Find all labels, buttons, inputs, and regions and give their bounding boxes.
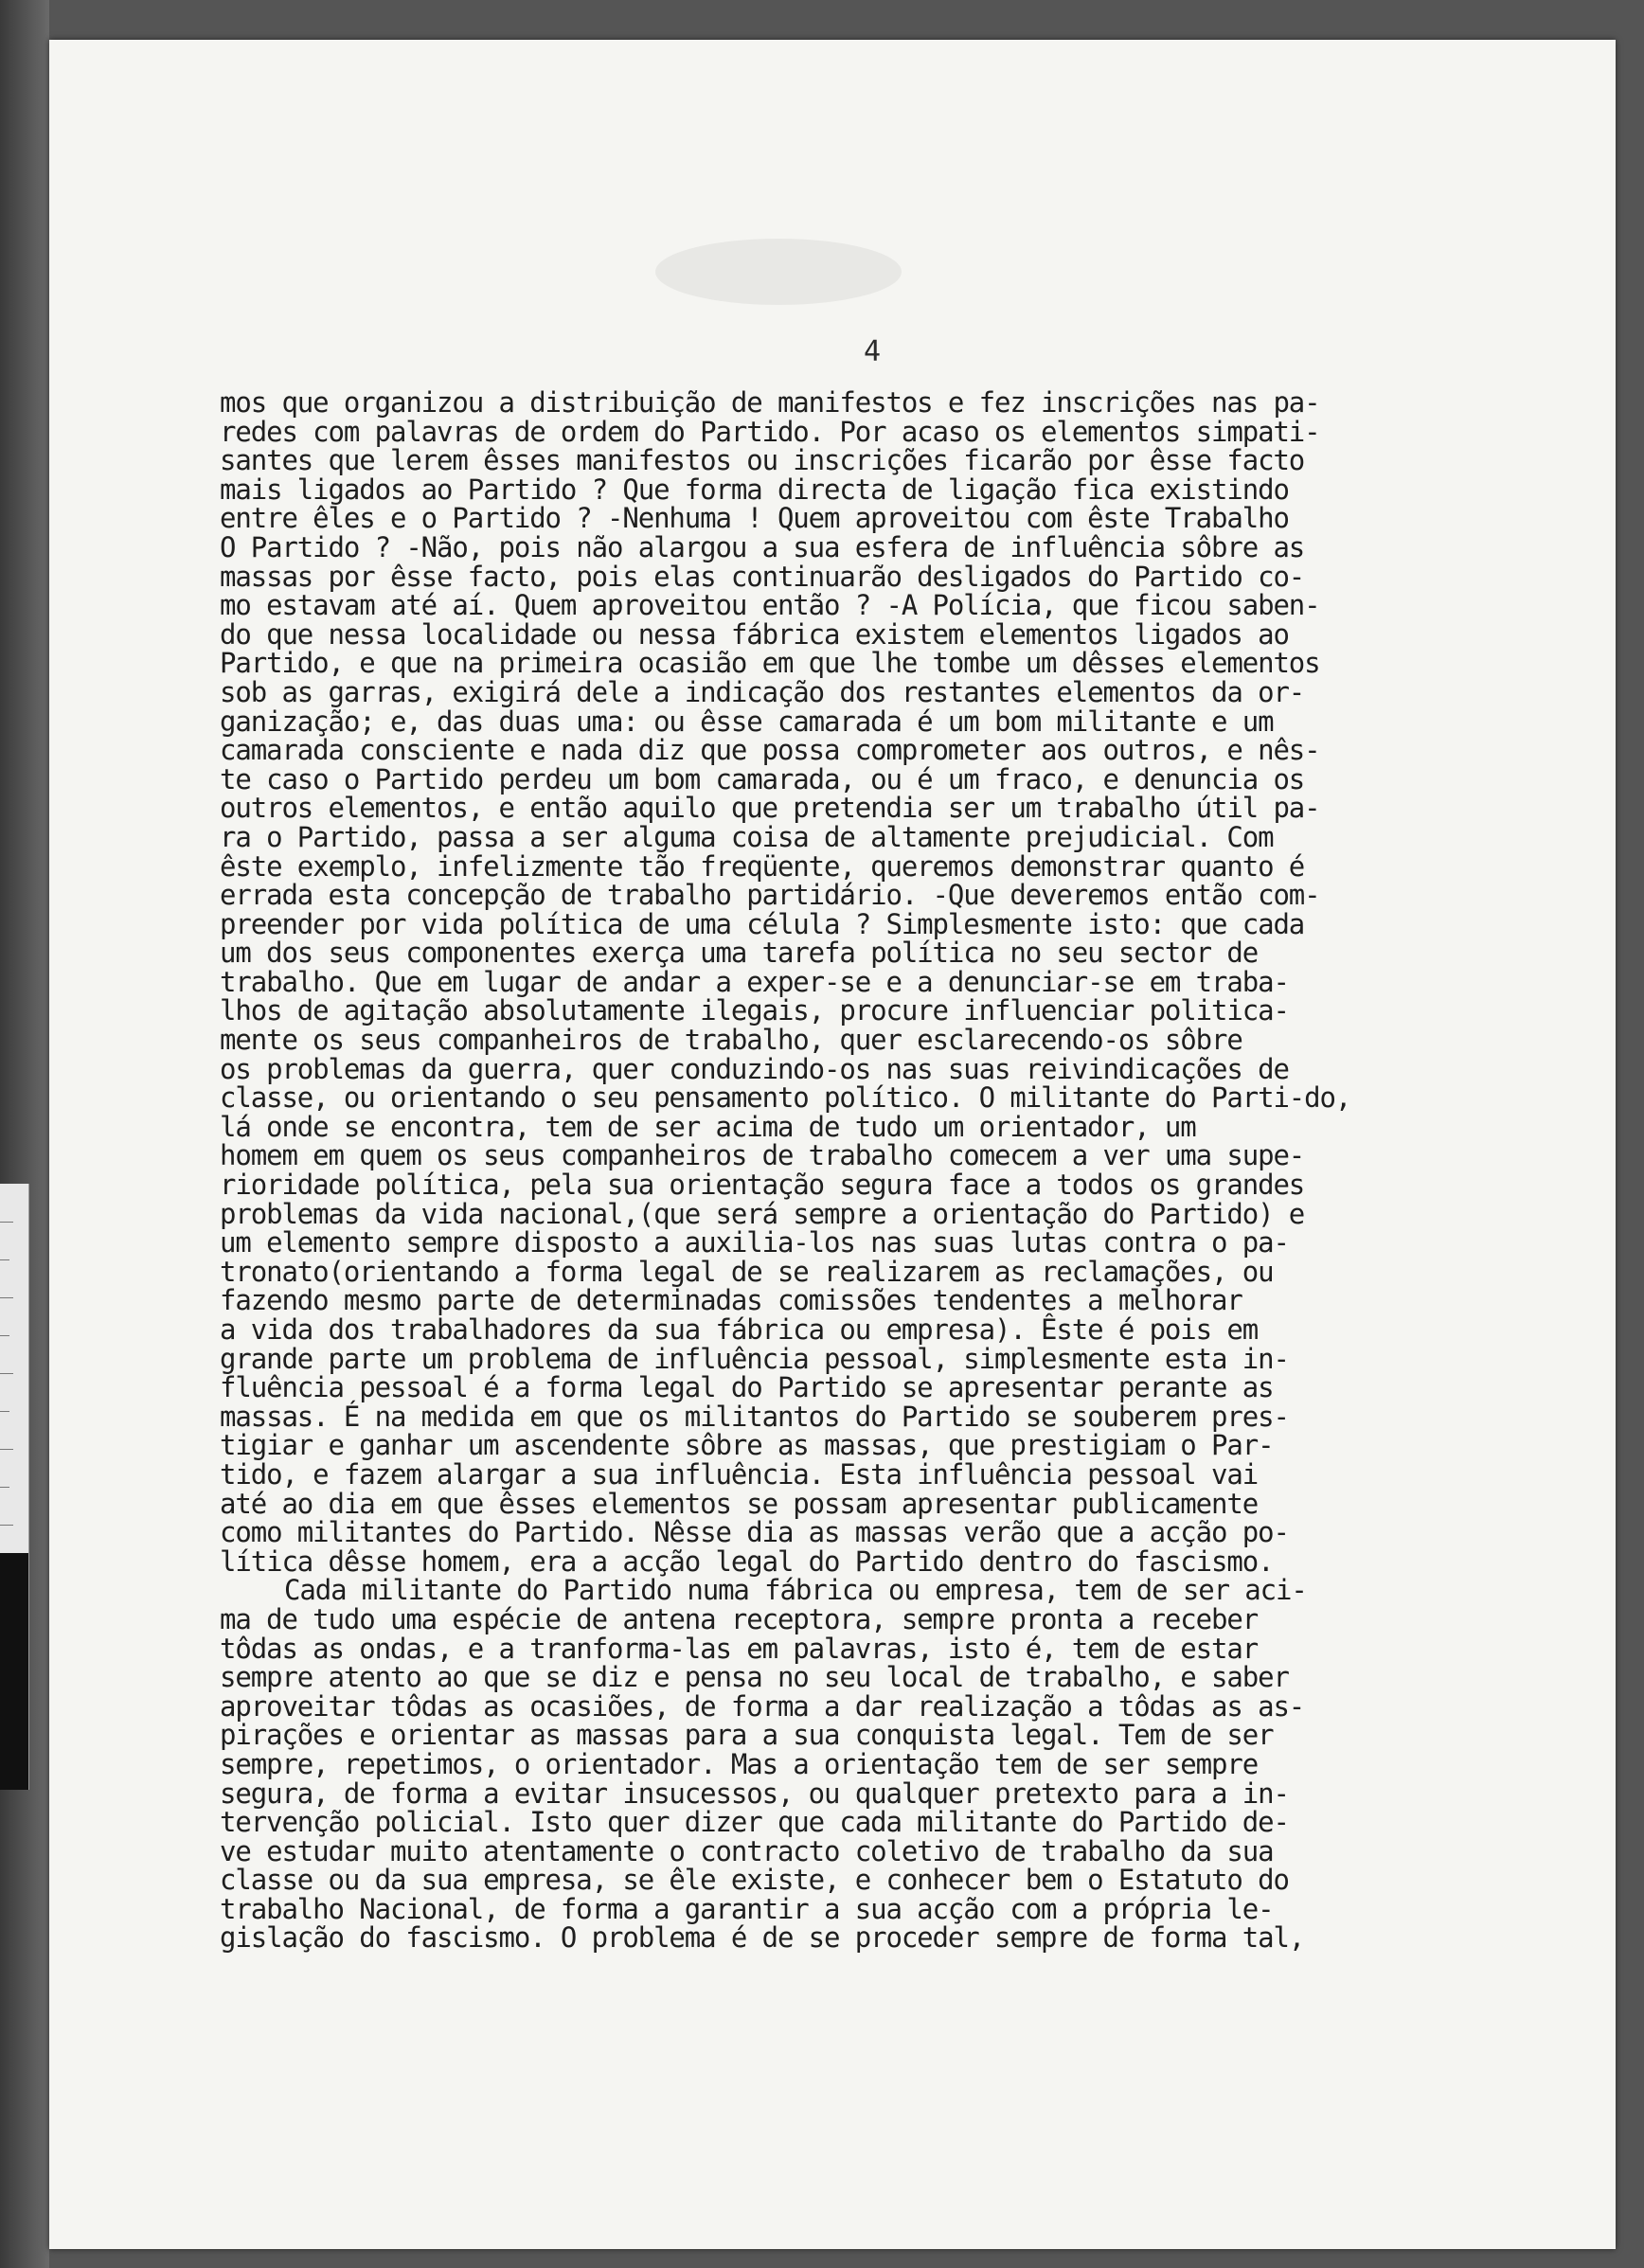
text-line: problemas da vida nacional,(que será sempre a orientação do Partido) e xyxy=(220,1197,1305,1230)
text-line: massas. É na medida em que os militantos do Partido se souberem pres- xyxy=(220,1400,1289,1433)
text-line: O Partido ? -Não, pois não alargou a sua esfera de influência sôbre as xyxy=(220,530,1305,563)
scanner-background xyxy=(0,0,49,2268)
text-line: santes que lerem êsses manifestos ou inscrições ficarão por êsse facto xyxy=(220,444,1305,477)
text-line: ve estudar muito atentamente o contracto coletivo de trabalho da sua xyxy=(220,1834,1274,1867)
text-line: mo estavam até aí. Quem aproveitou então ? -A Polícia, que ficou saben- xyxy=(220,589,1320,622)
text-line: até ao dia em que êsses elementos se possam apresentar publicamente xyxy=(220,1487,1259,1520)
scan-ruler xyxy=(0,1184,29,1790)
text-line: como militantes do Partido. Nêsse dia as massas verão que a acção po- xyxy=(220,1516,1289,1549)
ruler-black-band xyxy=(0,1553,28,1790)
text-line: fluência pessoal é a forma legal do Partido se apresentar perante as xyxy=(220,1371,1274,1404)
text-line: os problemas da guerra, quer conduzindo-os nas suas reivindicações de xyxy=(220,1052,1289,1085)
text-line: redes com palavras de ordem do Partido. Por acaso os elementos simpati- xyxy=(220,415,1320,448)
text-line: mente os seus companheiros de trabalho, quer esclarecendo-os sôbre xyxy=(220,1024,1242,1057)
document-page xyxy=(49,40,1616,2249)
text-line: tido, e fazem alargar a sua influência. Esta influência pessoal vai xyxy=(220,1457,1259,1491)
text-line: um elemento sempre disposto a auxilia-los nas suas lutas contra o pa- xyxy=(220,1226,1289,1259)
body-text xyxy=(220,388,1564,1953)
text-line: ma de tudo uma espécie de antena receptora, sempre pronta a receber xyxy=(220,1602,1259,1635)
text-line: tronato(orientando a forma legal de se realizarem as reclamações, ou xyxy=(220,1255,1274,1288)
text-line: Partido, e que na primeira ocasião em que lhe tombe um dêsses elementos xyxy=(220,647,1320,680)
text-line: do que nessa localidade ou nessa fábrica existem elementos ligados ao xyxy=(220,617,1289,651)
text-line: a vida dos trabalhadores da sua fábrica ou empresa). Êste é pois em xyxy=(220,1313,1259,1346)
text-line: entre êles e o Partido ? -Nenhuma ! Quem aproveitou com êste Trabalho xyxy=(220,502,1289,535)
text-line: lá onde se encontra, tem de ser acima de tudo um orientador, um xyxy=(220,1110,1196,1143)
text-line: segura, de forma a evitar insucessos, ou qualquer pretexto para a in- xyxy=(220,1777,1289,1810)
text-line: tôdas as ondas, e a tranforma-las em palavras, isto é, tem de estar xyxy=(220,1632,1259,1665)
text-line: sob as garras, exigirá dele a indicação dos restantes elementos da or- xyxy=(220,675,1305,708)
text-line: trabalho Nacional, de forma a garantir a sua acção com a própria le- xyxy=(220,1892,1274,1925)
text-line: tervenção policial. Isto quer dizer que cada militante do Partido de- xyxy=(220,1806,1289,1839)
paper-stain xyxy=(655,239,902,305)
text-line: aproveitar tôdas as ocasiões, de forma a dar realização a tôdas as as- xyxy=(220,1689,1305,1723)
text-line: rioridade política, pela sua orientação segura face a todos os grandes xyxy=(220,1169,1305,1202)
text-line: classe ou da sua empresa, se êle existe, e conhecer bem o Estatuto do xyxy=(220,1864,1289,1897)
text-line: mos que organizou a distribuição de manifestos e fez inscrições nas pa- xyxy=(220,386,1320,419)
text-line: errada esta concepção de trabalho partidário. -Que deveremos então com- xyxy=(220,879,1320,912)
text-line: sempre, repetimos, o orientador. Mas a orientação tem de ser sempre xyxy=(220,1747,1259,1780)
text-line: êste exemplo, infelizmente tão freqüente, queremos demonstrar quanto é xyxy=(220,849,1305,883)
text-line: homem em quem os seus companheiros de trabalho comecem a ver uma supe- xyxy=(220,1139,1305,1172)
text-line: pirações e orientar as massas para a sua conquista legal. Tem de ser xyxy=(220,1719,1274,1752)
text-line: ra o Partido, passa a ser alguma coisa de altamente prejudicial. Com xyxy=(220,820,1274,853)
text-line: classe, ou orientando o seu pensamento político. O militante do Parti-do, xyxy=(220,1081,1351,1115)
text-line: tigiar e ganhar um ascendente sôbre as massas, que prestigiam o Par- xyxy=(220,1429,1274,1462)
text-line: fazendo mesmo parte de determinadas comissões tendentes a melhorar xyxy=(220,1284,1242,1317)
text-line: lítica dêsse homem, era a acção legal do Partido dentro do fascismo. xyxy=(220,1545,1274,1578)
text-line: gislação do fascismo. O problema é de se proceder sempre de forma tal, xyxy=(220,1921,1305,1955)
text-line: Cada militante do Partido numa fábrica ou empresa, tem de ser aci- xyxy=(284,1574,1307,1607)
text-line: preender por vida política de uma célula ? Simplesmente isto: que cada xyxy=(220,907,1305,940)
text-line: massas por êsse facto, pois elas continuarão desligados do Partido co- xyxy=(220,560,1305,593)
text-line: ganização; e, das duas uma: ou êsse camarada é um bom militante e um xyxy=(220,705,1274,738)
text-line: grande parte um problema de influência pessoal, simplesmente esta in- xyxy=(220,1342,1289,1375)
text-line: te caso o Partido perdeu um bom camarada, ou é um fraco, e denuncia os xyxy=(220,762,1305,795)
text-line: lhos de agitação absolutamente ilegais, procure influenciar politica- xyxy=(220,994,1289,1027)
page-number: 4 xyxy=(864,335,882,368)
text-line: camarada consciente e nada diz que possa comprometer aos outros, e nês- xyxy=(220,734,1320,767)
text-line: sempre atento ao que se diz e pensa no seu local de trabalho, e saber xyxy=(220,1661,1289,1694)
text-line: trabalho. Que em lugar de andar a exper-se e a denunciar-se em traba- xyxy=(220,965,1289,998)
text-line: mais ligados ao Partido ? Que forma directa de ligação fica existindo xyxy=(220,473,1289,506)
text-line: um dos seus componentes exerça uma tarefa política no seu sector de xyxy=(220,937,1259,970)
text-line: outros elementos, e então aquilo que pretendia ser um trabalho útil pa- xyxy=(220,792,1320,825)
